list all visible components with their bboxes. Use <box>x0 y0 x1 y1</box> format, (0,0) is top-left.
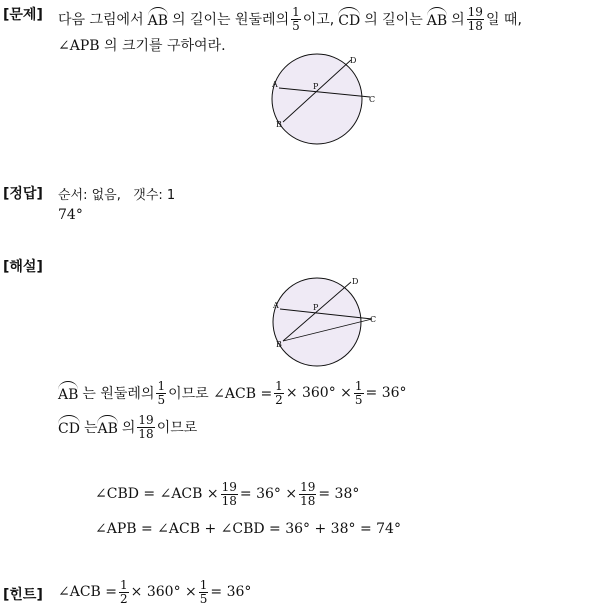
answer-label: [정답] <box>3 186 43 202</box>
answer-value: 74° <box>58 207 83 223</box>
point-a-label: A <box>272 80 278 89</box>
fraction: $\frac{1}{2}$ <box>120 577 128 606</box>
problem-text: 일 때, <box>485 12 522 28</box>
problem-text: 이고, <box>302 12 335 28</box>
problem-line-2: ∠APB 의 크기를 구하여라. <box>58 38 226 54</box>
point-c-label: C <box>369 95 376 104</box>
problem-text: 다음 그림에서 <box>58 12 144 28</box>
point-d-label: D <box>352 277 359 286</box>
fraction: $\frac{1}{5}$ <box>157 378 166 407</box>
fraction: $\frac{19}{18}$ <box>221 479 237 508</box>
answer-line-1: 순서: 없음, 갯수: 1 <box>58 188 176 203</box>
arc-ab: AB <box>427 10 447 29</box>
problem-text: 의 길이는 원둘레의 <box>172 12 290 28</box>
fraction: $\frac{19}{18}$ <box>300 479 316 508</box>
arc-ab: AB <box>148 10 168 29</box>
explanation-line-2: CD 는 AB 의 $\frac{19}{18}$ 이므로 <box>58 412 198 441</box>
point-d-label: D <box>350 56 357 65</box>
fraction: $\frac{1}{2}$ <box>275 378 283 407</box>
circle <box>272 54 362 144</box>
hint-line: ∠ACB = $\frac{1}{2}$ × 360° × $\frac{1}{5}$ = 36° <box>58 577 252 606</box>
circle <box>273 278 361 366</box>
problem-circle-figure <box>268 52 380 152</box>
arc-cd: CD <box>58 418 80 437</box>
point-p-label: P <box>313 82 319 91</box>
point-a-label: A <box>273 301 279 310</box>
fraction: $\frac{19}{18}$ <box>138 412 154 441</box>
explanation-equation-2: ∠APB = ∠ACB + ∠CBD = 36° + 38° = 74° <box>95 521 401 537</box>
fraction: $\frac{1}{5}$ <box>354 378 363 407</box>
point-p-label: P <box>313 303 319 312</box>
problem-text: 의 <box>451 12 465 28</box>
fraction: $\frac{1}{5}$ <box>199 577 208 606</box>
explanation-circle-figure <box>268 272 380 372</box>
problem-label: [문제] <box>3 7 43 23</box>
problem-text: 의 길이는 <box>364 12 423 28</box>
point-b-label: B <box>276 340 282 349</box>
hint-label: [힌트] <box>3 587 43 603</box>
arc-cd: CD <box>338 10 360 29</box>
explanation-label: [해설] <box>3 259 43 275</box>
point-b-label: B <box>276 120 282 129</box>
explanation-line-1: AB 는 원둘레의 $\frac{1}{5}$ 이므로 ∠ACB = $\frac{1}{2}$ × 360° × $\frac{1}{5}$ = 36° <box>58 378 407 407</box>
fraction: $\frac{19}{18}$ <box>467 4 483 33</box>
arc-ab: AB <box>58 384 78 403</box>
arc-ab: AB <box>97 418 117 437</box>
explanation-equation-1: ∠CBD = ∠ACB × $\frac{19}{18}$ = 36° × $\frac{19}{18}$ = 38° <box>95 479 360 508</box>
fraction: $\frac{1}{5}$ <box>292 4 300 33</box>
problem-line-1 <box>58 4 522 34</box>
point-c-label: C <box>370 315 377 324</box>
